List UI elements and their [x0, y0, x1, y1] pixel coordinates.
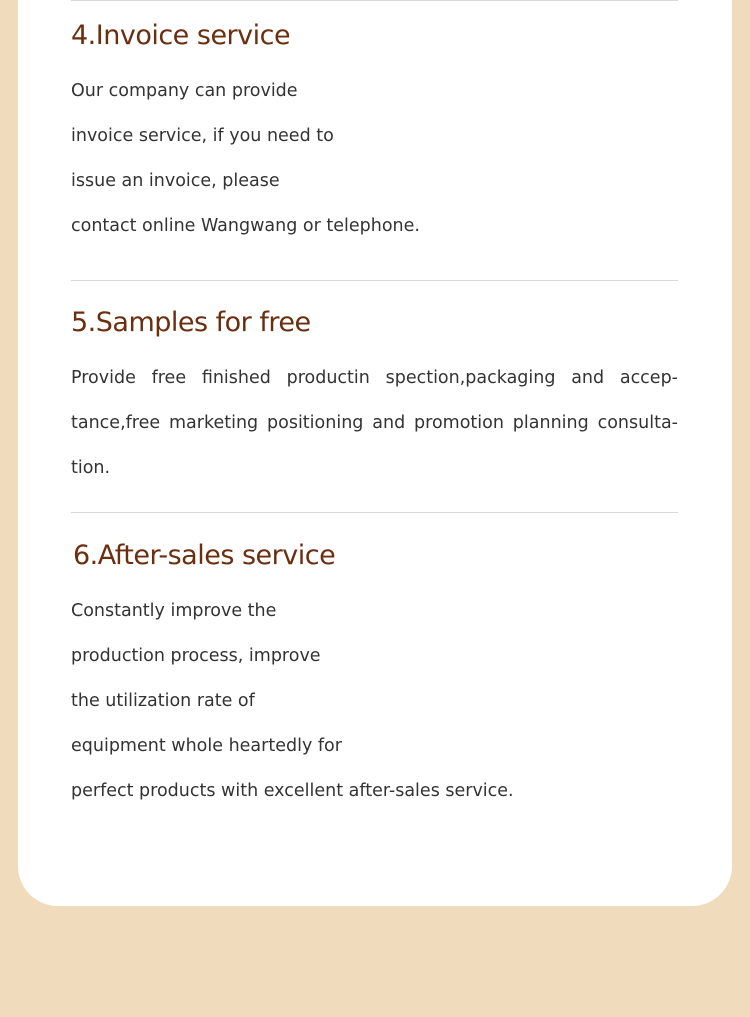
invoice-service-text-line-4: contact online Wangwang or telephone. — [71, 216, 420, 236]
samples-text-line-1: Provide free finished productin spection,packaging and accep- — [71, 368, 678, 388]
after-sales-service-heading: 6.After-sales service — [73, 540, 336, 571]
after-sales-text-line-5: perfect products with excellent after-sales service. — [71, 781, 514, 801]
samples-text-line-3: tion. — [71, 458, 111, 478]
samples-text-line-2: tance,free marketing positioning and promotion planning consulta- — [71, 413, 678, 433]
samples-for-free-heading: 5.Samples for free — [71, 307, 311, 338]
after-sales-text-line-2: production process, improve — [71, 646, 321, 666]
after-sales-text-line-4: equipment whole heartedly for — [71, 736, 342, 756]
section-divider-1 — [71, 280, 678, 281]
invoice-service-text-line-3: issue an invoice, please — [71, 171, 280, 191]
top-divider — [71, 0, 678, 1]
section-divider-2 — [71, 512, 678, 513]
invoice-service-text-line-1: Our company can provide — [71, 81, 298, 101]
after-sales-text-line-1: Constantly improve the — [71, 601, 277, 621]
after-sales-text-line-3: the utilization rate of — [71, 691, 255, 711]
invoice-service-heading: 4.Invoice service — [71, 20, 291, 51]
invoice-service-text-line-2: invoice service, if you need to — [71, 126, 334, 146]
